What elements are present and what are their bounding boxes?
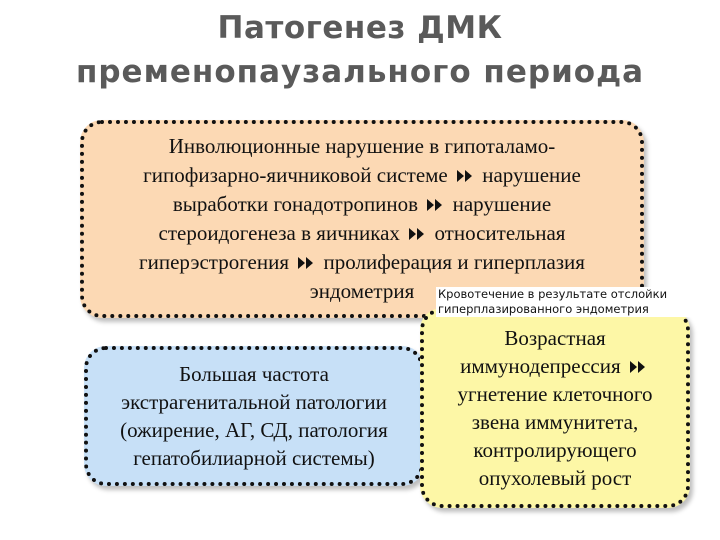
top-line-3 — [139, 190, 585, 219]
right-line-2 — [458, 352, 653, 380]
top-line-3-text-b: нарушение — [452, 192, 552, 216]
left-line-1: Большая частота — [179, 362, 329, 386]
right-line-5: контролирующего — [473, 438, 637, 462]
double-arrow-icon — [426, 198, 444, 212]
double-arrow-icon — [629, 360, 647, 374]
top-line-2 — [139, 161, 585, 190]
top-line-1: Инволюционные нарушение в гипоталамо- — [168, 134, 556, 158]
top-line-5 — [139, 248, 585, 277]
title-line-1: Патогенез ДМК — [217, 10, 503, 46]
right-line-2-text: иммунодепрессия — [460, 354, 621, 378]
top-line-3-text: выработки гонадотропинов — [172, 192, 419, 216]
immunodepression-box — [420, 308, 690, 508]
left-line-3: (ожирение, АГ, СД, патология — [120, 418, 388, 442]
left-line-2: экстрагенитальной патологии — [121, 390, 387, 414]
top-line-2-text: гипофизарно-яичниковой системе — [143, 163, 448, 187]
note-line-2: гиперплазированного эндометрия — [438, 302, 649, 316]
top-line-4-text: стероидогенеза в яичниках — [158, 221, 400, 245]
bleeding-note — [436, 287, 720, 317]
double-arrow-icon — [408, 227, 426, 241]
right-line-3: угнетение клеточного — [457, 382, 653, 406]
double-arrow-icon — [456, 169, 474, 183]
note-line-1: Кровотечение в результате отслойки — [438, 287, 668, 301]
right-line-6: опухолевый рост — [478, 466, 632, 490]
right-line-4: звена иммунитета, — [471, 410, 639, 434]
top-line-4-text-b: относительная — [434, 221, 566, 245]
title-line-2: пременопаузального периода — [75, 54, 645, 90]
top-line-6: эндометрия — [309, 279, 415, 303]
top-line-5-text-b: пролиферация и гиперплазия — [323, 250, 585, 274]
double-arrow-icon — [297, 256, 315, 270]
top-line-2-text-b: нарушение — [482, 163, 581, 187]
extragenital-box — [84, 346, 424, 486]
page-title — [0, 6, 720, 94]
top-line-5-text: гиперэстрогения — [139, 250, 290, 274]
left-line-4: гепатобилиарной системы) — [133, 446, 375, 470]
top-line-4 — [139, 219, 585, 248]
right-line-1: Возрастная — [504, 326, 606, 350]
